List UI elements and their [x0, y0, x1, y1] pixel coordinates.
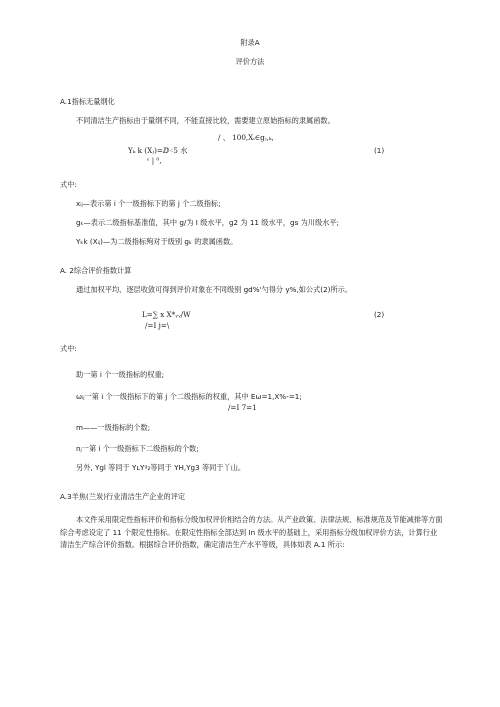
section-a2-heading: A. 2综合评价指数计算 [60, 266, 132, 275]
definition-g: gₖ—表示二级指标基准值，其中 g/为 I 级水平，g2 为 11 级水平，gs 为川级水平; [76, 218, 339, 227]
definition-note: 另外, Ygl 等同于 YʟYᵍ₂等同于 YH,Yg3 等同于丫山。 [76, 463, 246, 472]
section-a1-intro: 不同清洁生产指标由于量纲不同，不能直接比较，需要建立原始指标的隶属函数。 [76, 116, 335, 125]
formula1-top: / 、 100,Xᵢ∈gⱼ,ₖ, [218, 133, 274, 142]
formula1-number: (1) [374, 146, 385, 155]
definition-m: m——一级指标的个数; [76, 423, 151, 432]
definition-sub-weight: ωᵢⱼ一第 i 个一级指标下的第 j 个二级指标的权重，其中 Eω=1,X%-=1; [76, 392, 302, 401]
definition-y: Yₖk (Xᵢⱼ)—为二级指标殉对于级别 gₖ 的隶属函数。 [76, 237, 238, 246]
appendix-subtitle: 评价方法 [235, 57, 265, 66]
section-a2-intro: 通过加权平均、逐层收敛可得到评价对象在不同级别 gd%'勺得分 y%,如公式(2)所示。 [76, 285, 353, 294]
section-a3-heading: A.3羊焦(兰炭)行业清洁生产企业的评定 [60, 492, 186, 501]
section-a3-paragraph: 本文件采用限定性指标评价和指标分级加权评价相结合的方法。从产业政策、法律法规、标准规范及节能减排等方面综合考虑设定了 11 个限定性指标。在限定性指标全部达到 In 级水平的基础上，采用指标分级加权评价方法，计算行业清洁生产综合评价指数。根据综合评价指数，确定清洁生产水平等级，具体如表 A.1 所示: [60, 515, 443, 549]
definition-weight: 助一第 i 个一级指标的权重; [76, 370, 165, 379]
definition-n: nⱼ一第 i 个一级指标下二级指标的个数; [76, 444, 199, 453]
formula1-bottom: ᵋ | ⁰, [147, 156, 162, 165]
formula2-main: L=∑ x X*ᵧᵧ/W [142, 310, 191, 319]
where-label-2: 式中: [60, 344, 77, 353]
formula2-bottom: /=I j=\ [145, 321, 170, 330]
definition-x: xᵢⱼ—表示第 i 个一级指标下的第 j 个二级指标; [76, 199, 221, 208]
formula1-main: Yₖ k (Xⱼ)=ⅅ⁖5 水 [128, 146, 188, 155]
where-label-1: 式中: [60, 180, 77, 189]
definition-sub-weight-indices: /=I 7=1 [228, 403, 257, 412]
appendix-title: 附录A [240, 38, 260, 47]
section-a1-heading: A.1指标无量纲化 [60, 97, 115, 106]
formula2-number: (2) [374, 310, 385, 319]
